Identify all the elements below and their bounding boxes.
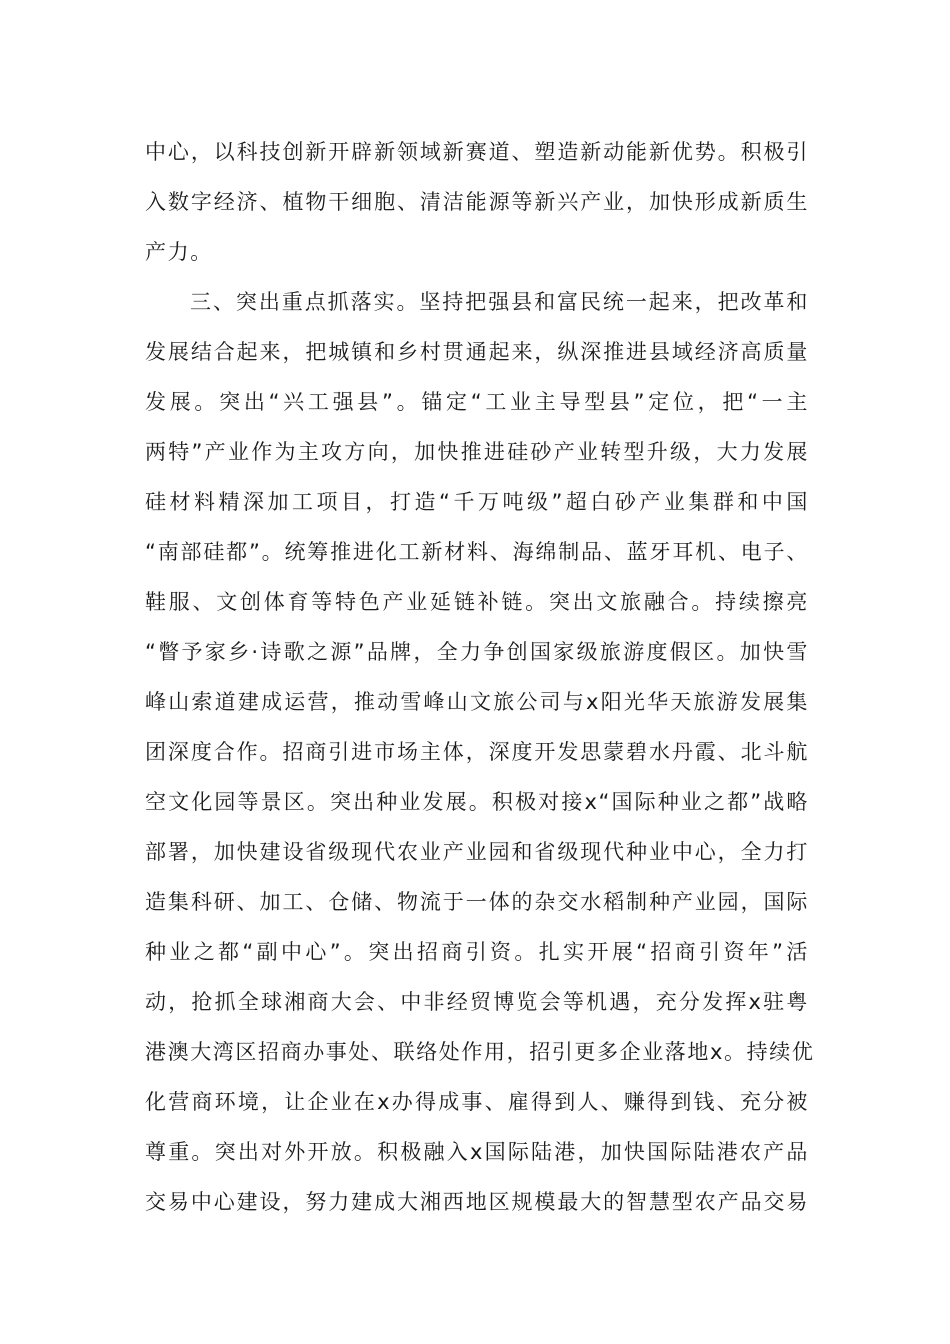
text-line: 入数字经济、植物干细胞、清洁能源等新兴产业，加快形成新质生 [145, 190, 809, 214]
text-line: “南部硅都”。统筹推进化工新材料、海绵制品、蓝牙耳机、电子、 [145, 540, 809, 564]
text-line: 两特”产业作为主攻方向，加快推进硅砂产业转型升级，大力发展 [145, 440, 809, 464]
section-heading-line: 三、突出重点抓落实。坚持把强县和富民统一起来，把改革和 [190, 290, 809, 314]
text-line: 团深度合作。招商引进市场主体，深度开发思蒙碧水丹霞、北斗航 [145, 740, 809, 764]
text-line: 产力。 [145, 240, 213, 264]
text-line: 部署，加快建设省级现代农业产业园和省级现代种业中心，全力打 [145, 840, 809, 864]
text-line: 港澳大湾区招商办事处、联络处作用，招引更多企业落地x。持续优 [145, 1040, 815, 1064]
text-line: 空文化园等景区。突出种业发展。积极对接x“国际种业之都”战略 [145, 790, 809, 814]
text-line: 鞋服、文创体育等特色产业延链补链。突出文旅融合。持续擦亮 [145, 590, 809, 614]
text-line: 造集科研、加工、仓储、物流于一体的杂交水稻制种产业园，国际 [145, 890, 809, 914]
text-line: 硅材料精深加工项目，打造“千万吨级”超白砂产业集群和中国 [145, 490, 809, 514]
text-line: 种业之都“副中心”。突出招商引资。扎实开展“招商引资年”活 [145, 940, 809, 964]
text-line: 峰山索道建成运营，推动雪峰山文旅公司与x阳光华天旅游发展集 [145, 690, 809, 714]
text-line: 动，抢抓全球湘商大会、中非经贸博览会等机遇，充分发挥x驻粤 [145, 990, 809, 1014]
text-line: 化营商环境，让企业在x办得成事、雇得到人、赚得到钱、充分被 [145, 1090, 809, 1114]
text-line: 发展结合起来，把城镇和乡村贯通起来，纵深推进县域经济高质量 [145, 340, 809, 364]
text-line: 尊重。突出对外开放。积极融入x国际陆港，加快国际陆港农产品 [145, 1140, 809, 1164]
text-line: 交易中心建设，努力建成大湘西地区规模最大的智慧型农产品交易 [145, 1190, 809, 1214]
text-line: “瞥予家乡·诗歌之源”品牌，全力争创国家级旅游度假区。加快雪 [145, 640, 809, 664]
text-line: 中心，以科技创新开辟新领域新赛道、塑造新动能新优势。积极引 [145, 140, 809, 164]
text-line: 发展。突出“兴工强县”。锚定“工业主导型县”定位，把“一主 [145, 390, 809, 414]
